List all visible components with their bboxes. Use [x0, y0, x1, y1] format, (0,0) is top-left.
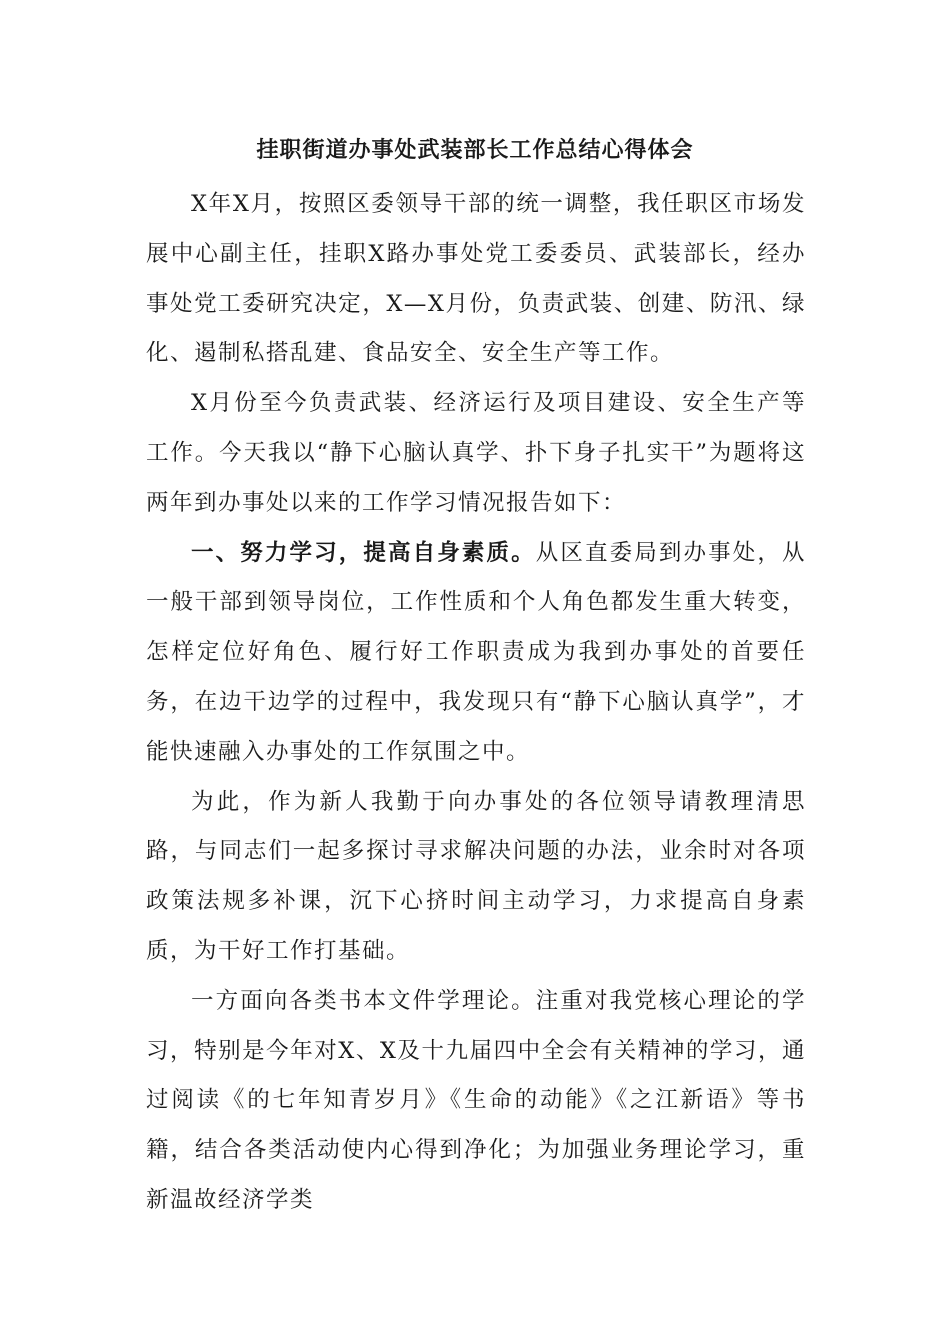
section-heading-lead: 一、努力学习，提高自身素质。	[191, 539, 536, 566]
paragraph-text: X年X月，按照区委领导干部的统一调整，我任职区市场发展中心副主任，挂职X路办事处党工委委员、武装部长，经办事处党工委研究决定，X—X月份，负责武装、创建、防汛、绿化、遏制私搭乱建、食品安全、安全生产等工作。	[146, 191, 806, 367]
paragraph-text: 为此，作为新人我勤于向办事处的各位领导请教理清思路，与同志们一起多探讨寻求解决问题的办法，业余时对各项政策法规多补课，沉下心挤时间主动学习，力求提高自身素质，为干好工作打基础。	[146, 788, 806, 964]
paragraph-text: X月份至今负责武装、经济运行及项目建设、安全生产等工作。今天我以“静下心脑认真学、扑下身子扎实干”为题将这两年到办事处以来的工作学习情况报告如下：	[146, 390, 806, 516]
document-title: 挂职街道办事处武装部长工作总结心得体会	[256, 138, 694, 163]
document-body	[146, 180, 806, 1226]
paragraph-4	[146, 778, 806, 977]
paragraph-3	[146, 529, 806, 778]
paragraph-2	[146, 379, 806, 528]
paragraph-text: 从区直委局到办事处，从一般干部到领导岗位，工作性质和个人角色都发生重大转变，怎样定位好角色、履行好工作职责成为我到办事处的首要任务，在边干边学的过程中，我发现只有“静下心脑认真学”，才能快速融入办事处的工作氛围之中。	[146, 539, 806, 765]
paragraph-text: 一方面向各类书本文件学理论。注重对我党核心理论的学习，特别是今年对X、X及十九届四中全会有关精神的学习，通过阅读《的七年知青岁月》《生命的动能》《之江新语》等书籍，结合各类活动使内心得到净化；为加强业务理论学习，重新温故经济学类	[146, 987, 806, 1213]
paragraph-1	[146, 180, 806, 379]
paragraph-5	[146, 977, 806, 1226]
